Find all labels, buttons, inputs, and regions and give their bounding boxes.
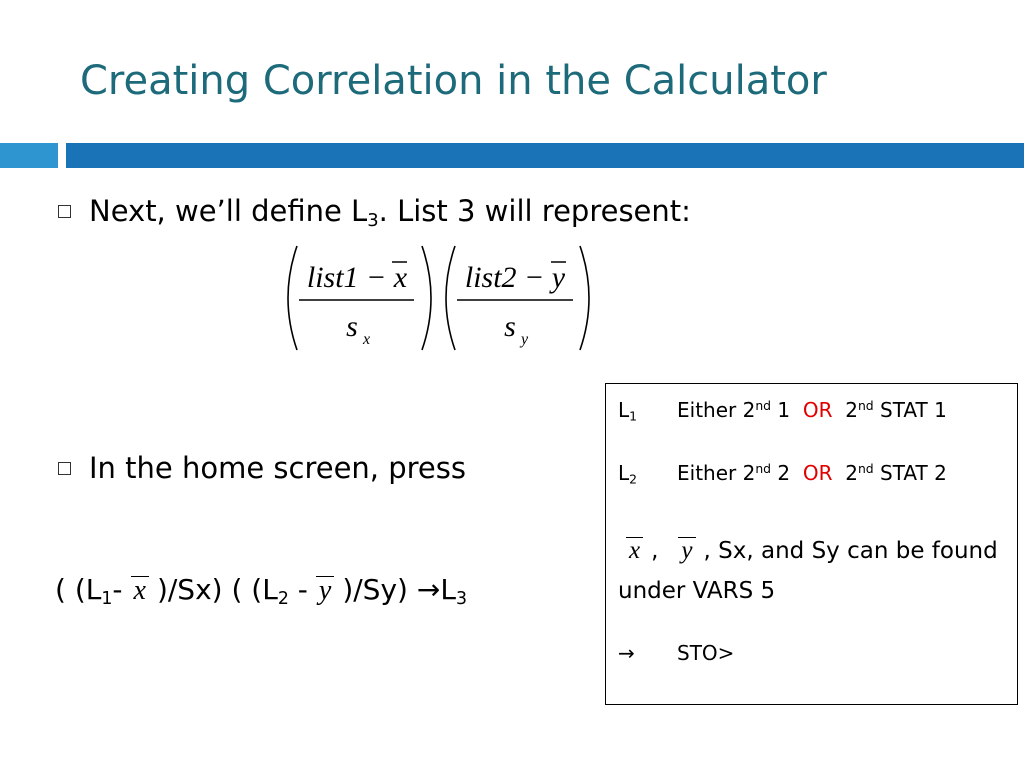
y-bar-symbol: y — [678, 537, 695, 563]
store-arrow-icon: → — [416, 573, 441, 606]
y-bar-symbol: y — [316, 576, 334, 605]
or-label: OR — [802, 461, 833, 485]
arrow-right-icon: → — [618, 641, 635, 665]
bullet-define-l3-text: Next, we’ll define $L_3$. List 3 will represent: — [89, 194, 691, 232]
bullet-square-icon — [58, 205, 71, 218]
x-bar-symbol: x — [131, 576, 149, 605]
formula-denominator-2: s — [504, 310, 516, 343]
header-accent-bar — [66, 143, 1024, 168]
formula-denominator-2-sub: y — [521, 331, 529, 348]
bullet-define-l3 — [58, 194, 691, 232]
keystroke-sequence: ( ($L_1-$ x )/Sx) ( ($L_2$ - y )$/Sy) \to L_3$ — [55, 573, 467, 609]
bullet-home-screen — [58, 451, 466, 485]
correlation-formula — [277, 240, 602, 356]
bullet-square-icon — [58, 462, 71, 475]
info-row-l1: $L_1$ Either 2nd 1 OR 2nd STAT 1 — [618, 398, 947, 424]
slide-title: Creating Correlation in the Calculator — [80, 58, 827, 104]
or-label: OR — [802, 398, 833, 422]
formula-numerator-2: list2 − y — [464, 261, 566, 294]
calculator-instructions-box — [605, 383, 1018, 705]
vars-description: x , y , Sx, and Sy can be found under VARS 5 — [618, 537, 998, 604]
formula-numerator-1: list1 − x — [306, 261, 408, 294]
bullet-home-screen-text: In the home screen, press — [89, 451, 466, 485]
formula-denominator-1-sub: x — [363, 331, 371, 348]
info-row-l2: $L_2$ Either 2nd 2 OR 2nd STAT 2 — [618, 461, 947, 487]
x-bar-symbol: x — [626, 537, 643, 563]
header-accent-bar-left — [0, 143, 58, 168]
info-row-sto: → STO> — [618, 641, 735, 665]
formula-denominator-1: s — [346, 310, 358, 343]
